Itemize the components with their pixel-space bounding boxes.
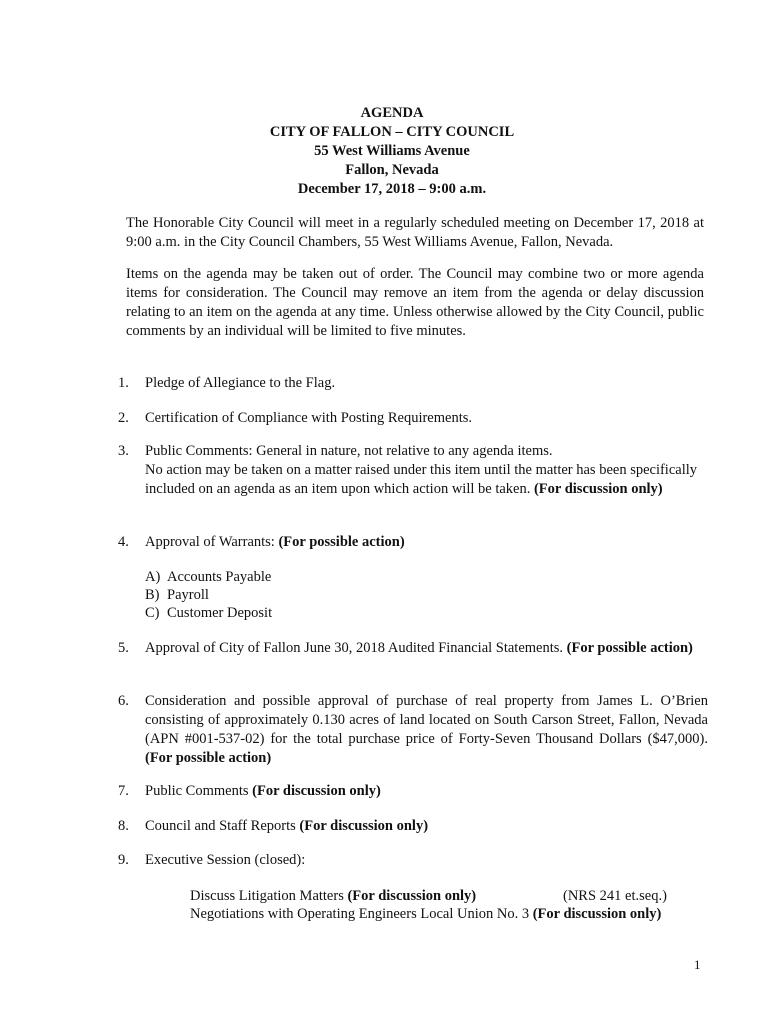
item-text — [145, 639, 708, 658]
item-text: Executive Session (closed): — [145, 852, 306, 868]
action-tag: (For possible action) — [278, 534, 405, 550]
item-label: Approval of Warrants: — [145, 534, 279, 550]
item-label: Council and Staff Reports — [145, 818, 300, 834]
page-number: 1 — [694, 957, 701, 972]
item-text — [145, 782, 708, 801]
item-text — [145, 533, 708, 552]
sub-item-text: Customer Deposit — [167, 605, 273, 621]
exec-text: Discuss Litigation Matters — [190, 888, 348, 904]
agenda-item-2 — [118, 409, 708, 428]
sub-item-letter: B) — [145, 587, 160, 603]
item-text — [145, 692, 708, 768]
sub-item-letter: A) — [145, 569, 161, 585]
item-text: Certification of Compliance with Posting Requirements. — [145, 410, 473, 426]
item-number: 8. — [118, 818, 129, 834]
sub-item-text: Payroll — [167, 587, 209, 603]
action-tag: (For discussion only) — [532, 906, 662, 922]
sub-item-text: Accounts Payable — [167, 569, 272, 585]
action-tag: (For possible action) — [145, 750, 272, 766]
intro-paragraph-2: Items on the agenda may be taken out of order. The Council may combine two or more agenda items for consideration. The Council may remove an item from the agenda or delay discussion relating to an item on the agenda at any time. Unless otherwise allowed by the City Council, public comments by an individual will be limited to five minutes. — [126, 266, 704, 339]
sub-item — [145, 604, 272, 623]
item-first-line: Public Comments: General in nature, not relative to any agenda items. — [145, 443, 553, 459]
agenda-item-3 — [118, 442, 708, 499]
item-number: 7. — [118, 783, 129, 799]
agenda-item-5 — [118, 639, 708, 658]
item-number: 9. — [118, 852, 129, 868]
executive-session-line — [190, 905, 661, 924]
item-number: 2. — [118, 410, 129, 426]
header-address: 55 West Williams Avenue — [314, 143, 470, 159]
action-tag: (For possible action) — [566, 640, 693, 656]
item-number: 1. — [118, 375, 129, 391]
agenda-item-7 — [118, 782, 708, 801]
agenda-item-4 — [118, 533, 708, 552]
item-detail: No action may be taken on a matter raised under this item until the matter has been specifically included on an agenda as an item upon which action will be taken. — [145, 462, 698, 497]
agenda-item-6 — [118, 692, 708, 768]
item-number: 3. — [118, 443, 129, 459]
header-city: Fallon, Nevada — [345, 162, 439, 178]
item-number: 5. — [118, 640, 129, 656]
agenda-header — [0, 104, 784, 199]
item-text: Pledge of Allegiance to the Flag. — [145, 375, 336, 391]
exec-text: Negotiations with Operating Engineers Local Union No. 3 — [190, 906, 533, 922]
statute-reference: (NRS 241 et.seq.) — [563, 888, 667, 904]
sub-item — [145, 586, 209, 605]
item-number: 4. — [118, 534, 129, 550]
action-tag: (For discussion only) — [533, 481, 663, 497]
action-tag: (For discussion only) — [347, 888, 477, 904]
sub-item-letter: C) — [145, 605, 160, 621]
agenda-item-9 — [118, 851, 708, 870]
item-text — [145, 442, 708, 499]
item-number: 6. — [118, 693, 129, 709]
header-date: December 17, 2018 – 9:00 a.m. — [297, 181, 487, 197]
sub-item — [145, 568, 271, 587]
item-label: Approval of City of Fallon June 30, 2018 Audited Financial Statements. — [145, 640, 567, 656]
agenda-item-8 — [118, 817, 708, 836]
action-tag: (For discussion only) — [299, 818, 429, 834]
agenda-item-1 — [118, 374, 708, 393]
intro-paragraph-1: The Honorable City Council will meet in a regularly scheduled meeting on December 17, 2018 at 9:00 a.m. in the City Council Chambers, 55 West Williams Avenue, Fallon, Nevada. — [126, 215, 704, 250]
header-council: CITY OF FALLON – CITY COUNCIL — [269, 124, 515, 140]
executive-session-line — [190, 887, 667, 906]
item-label: Consideration and possible approval of purchase of real property from James L. O’Brien consisting of approximately 0.130 acres of land located on South Carson Street, Fallon, Nevada (APN #001-537-02) for the total purchase price of Forty-Seven Thousand Dollars ($47,000). — [145, 693, 708, 747]
item-text — [145, 817, 708, 836]
action-tag: (For discussion only) — [252, 783, 381, 799]
header-title: AGENDA — [360, 105, 424, 121]
item-label: Public Comments — [145, 783, 253, 799]
